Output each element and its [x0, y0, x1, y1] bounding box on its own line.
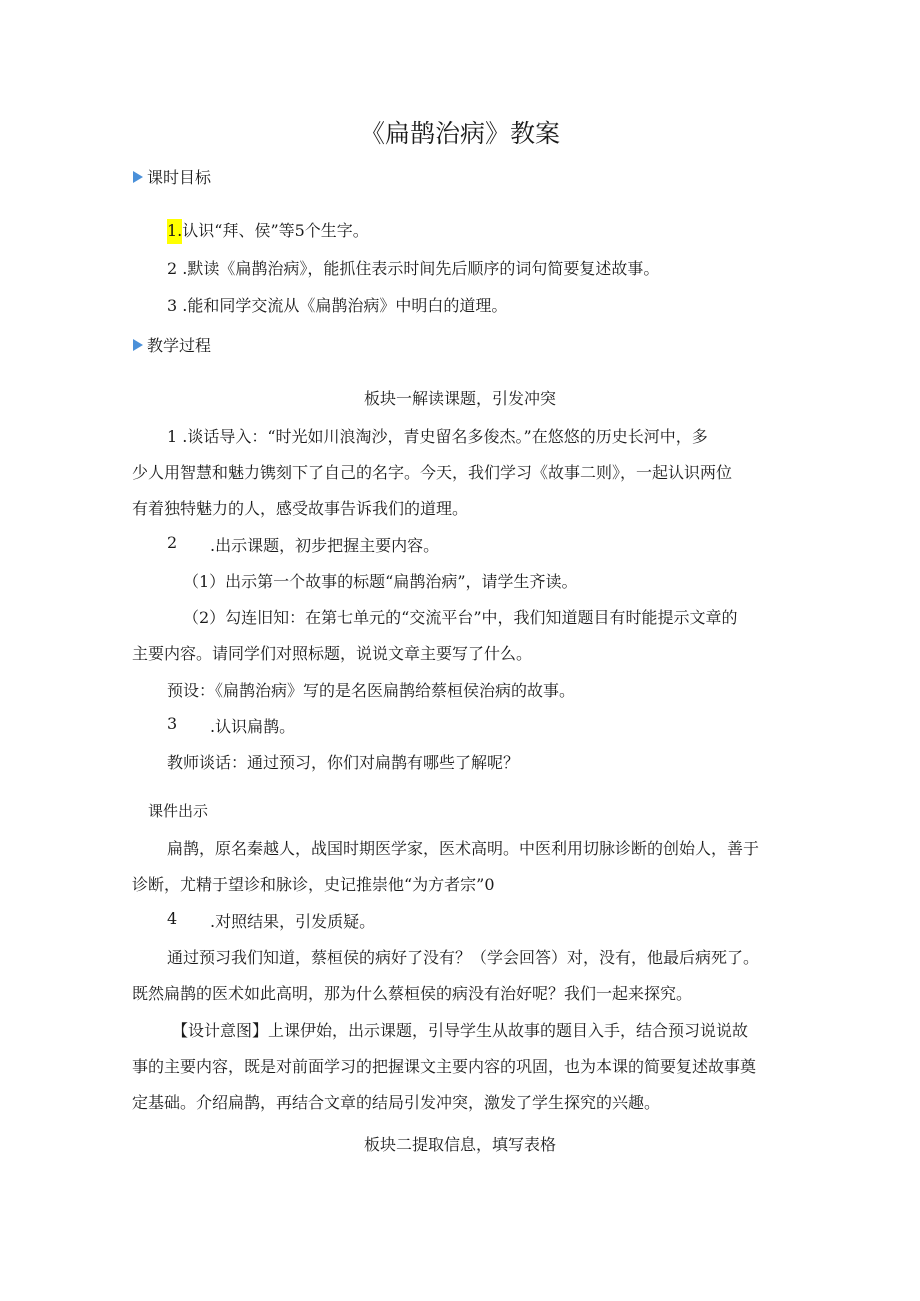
goal-1	[167, 218, 369, 241]
triangle-bullet-icon	[133, 171, 143, 183]
bianque-line: 诊断，尤精于望诊和脉诊，史记推崇他“为方者宗”0	[132, 875, 495, 894]
section-label: 课时目标	[147, 168, 212, 187]
teacher-talk: 教师谈话：通过预习，你们对扁鹊有哪些了解呢？	[167, 753, 520, 772]
goal-1-text: 认识“拜、侯”等5个生字。	[182, 221, 369, 240]
goal-2: 2 .默读《扁鹊治病》，能抓住表示时间先后顺序的词句简要复述故事。	[167, 259, 660, 278]
block-2-title: 板块二提取信息，填写表格	[363, 1135, 556, 1154]
item-4-text: .对照结果，引发质疑。	[210, 912, 376, 931]
sub-item-2-line: （2）勾连旧知：在第七单元的“交流平台”中，我们知道题目有时能提示文章的	[183, 608, 738, 627]
section-heading-objectives	[133, 165, 211, 188]
item-3-text: .认识扁鹊。	[210, 717, 296, 736]
block-1-title: 板块一解读课题，引发冲突	[363, 389, 556, 408]
sub-item-1: （1）出示第一个故事的标题“扁鹊治病”，请学生齐读。	[183, 572, 578, 591]
paragraph-line: 既然扁鹊的医术如此高明，那为什么蔡桓侯的病没有治好呢？我们一起来探究。	[132, 984, 693, 1003]
paragraph-line: 1 .谈话导入：“时光如川浪淘沙，青史留名多俊杰。”在悠悠的历史长河中，多	[167, 427, 708, 446]
preset-text: 预设：《扁鹊治病》写的是名医扁鹊给蔡桓侯治病的故事。	[167, 681, 576, 700]
sub-item-2-line: 主要内容。请同学们对照标题，说说文章主要写了什么。	[132, 644, 533, 663]
design-line: 定基础。介绍扁鹊，再结合文章的结局引发冲突，激发了学生探究的兴趣。	[132, 1093, 661, 1112]
bianque-line: 扁鹊，原名秦越人，战国时期医学家，医术高明。中医利用切脉诊断的创始人，善于	[167, 839, 760, 858]
design-line: 【设计意图】上课伊始，出示课题，引导学生从故事的题目入手，结合预习说说故	[172, 1021, 749, 1040]
item-3-number: 3	[167, 714, 178, 733]
paragraph-line: 少人用智慧和魅力镌刻下了自己的名字。今天，我们学习《故事二则》，一起认识两位	[132, 463, 733, 482]
page-title: 《扁鹊治病》教案	[359, 119, 560, 148]
section-label: 教学过程	[147, 336, 212, 355]
item-2-number: 2	[167, 533, 178, 552]
item-4-number: 4	[167, 909, 178, 928]
goal-1-number: 1.	[167, 219, 182, 244]
section-heading-process	[133, 333, 211, 356]
paragraph-line: 有着独特魅力的人，感受故事告诉我们的道理。	[132, 499, 469, 518]
design-line: 事的主要内容，既是对前面学习的把握课文主要内容的巩固，也为本课的简要复述故事奠	[132, 1057, 757, 1076]
item-2-text: .出示课题，初步把握主要内容。	[210, 536, 440, 555]
triangle-bullet-icon	[133, 339, 143, 351]
courseware-label: 课件出示	[148, 802, 209, 820]
paragraph-line: 通过预习我们知道，蔡桓侯的病好了没有？（学会回答）对，没有，他最后病死了。	[167, 948, 760, 967]
goal-3: 3 .能和同学交流从《扁鹊治病》中明白的道理。	[167, 296, 508, 315]
